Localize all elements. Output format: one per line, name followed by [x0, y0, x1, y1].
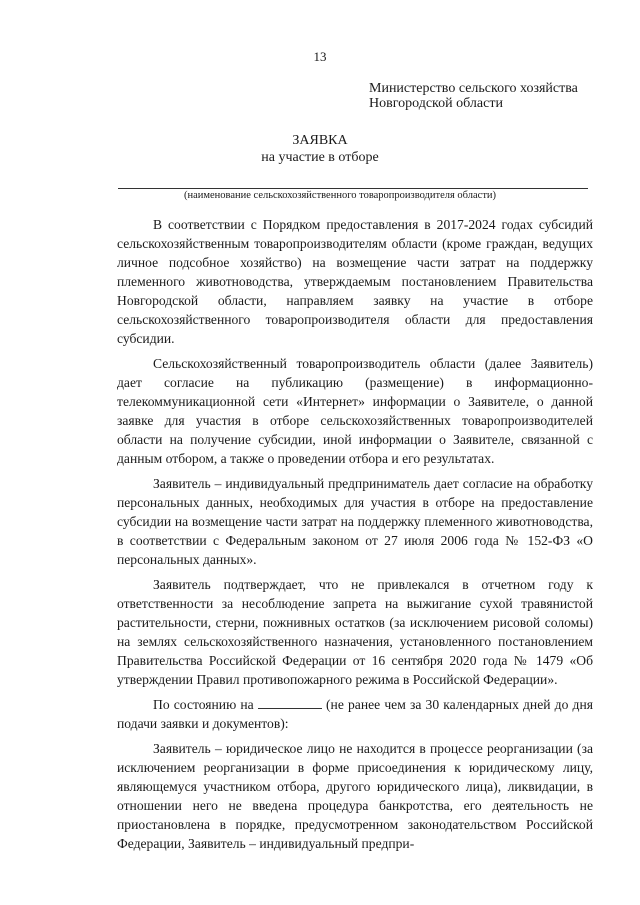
paragraph-status-date — [117, 695, 593, 733]
paragraph-personal-data-consent: Заявитель – индивидуальный предприниматель дает согласие на обработку персональных данных, необходимых для участия в отборе на предоставление субсидии на возмещение части затрат на поддержку племенного животноводства, в соответствии с Федеральным законом от 27 июля 2006 года № 152-ФЗ «О персональных данных». — [117, 476, 593, 567]
addressee-block — [369, 81, 578, 111]
document-body — [117, 215, 593, 859]
status-date-note: (не ранее чем за 30 календарных дней до дня подачи заявки и документов): — [117, 697, 593, 731]
producer-name-line — [118, 188, 588, 189]
addressee-line-1: Министерство сельского хозяйства — [369, 81, 578, 96]
status-date-blank — [258, 696, 322, 709]
document-subtitle: на участие в отборе — [261, 150, 379, 165]
document-title: ЗАЯВКА — [292, 133, 348, 148]
paragraph-reorganization: Заявитель – юридическое лицо не находится в процессе реорганизации (за исключением реорганизации в форме присоединения к юридическому лицу, являющемуся участником отбора, другого юридического лица), ликвидации, в отношении него не введена процедура банкротства, его деятельность не приостановлена в порядке, предусмотренном законодательством Российской Федерации, Заявитель – индивидуальный предпри- — [117, 741, 593, 851]
paragraph-procedure: В соответствии с Порядком предоставления в 2017-2024 годах субсидий сельскохозяйственным товаропроизводителям области (кроме граждан, ведущих личное подсобное хозяйство) на возмещение части затрат на поддержку племенного животноводства, утверждаемым постановлением Правительства Новгородской области, направляем заявку на участие в отборе сельскохозяйственного товаропроизводителя области для предоставления субсидии. — [117, 217, 593, 346]
paragraph-burning-confirmation: Заявитель подтверждает, что не привлекался в отчетном году к ответственности за несоблюдение запрета на выжигание сухой травянистой растительности, стерни, пожнивных остатков (за исключением рисовой соломы) на землях сельскохозяйственного назначения, установленного постановлением Правительства Российской Федерации от 16 сентября 2020 года № 1479 «Об утверждении Правил противопожарного режима в Российской Федерации». — [117, 577, 593, 687]
status-date-label: По состоянию на — [153, 697, 254, 712]
page-number: 13 — [313, 49, 327, 64]
producer-name-caption: (наименование сельскохозяйственного товаропроизводителя области) — [183, 190, 497, 201]
addressee-line-2: Новгородской области — [369, 96, 503, 111]
paragraph-publication-consent: Сельскохозяйственный товаропроизводитель области (далее Заявитель) дает согласие на публикацию (размещение) в информационно-телекоммуникационной сети «Интернет» информации о Заявителе, о данной заявке для участия в отборе сельскохозяйственных товаропроизводителей области на получение субсидии, иной информации о Заявителе, связанной с данным отбором, а также о проведении отбора и его результатах. — [117, 356, 593, 466]
